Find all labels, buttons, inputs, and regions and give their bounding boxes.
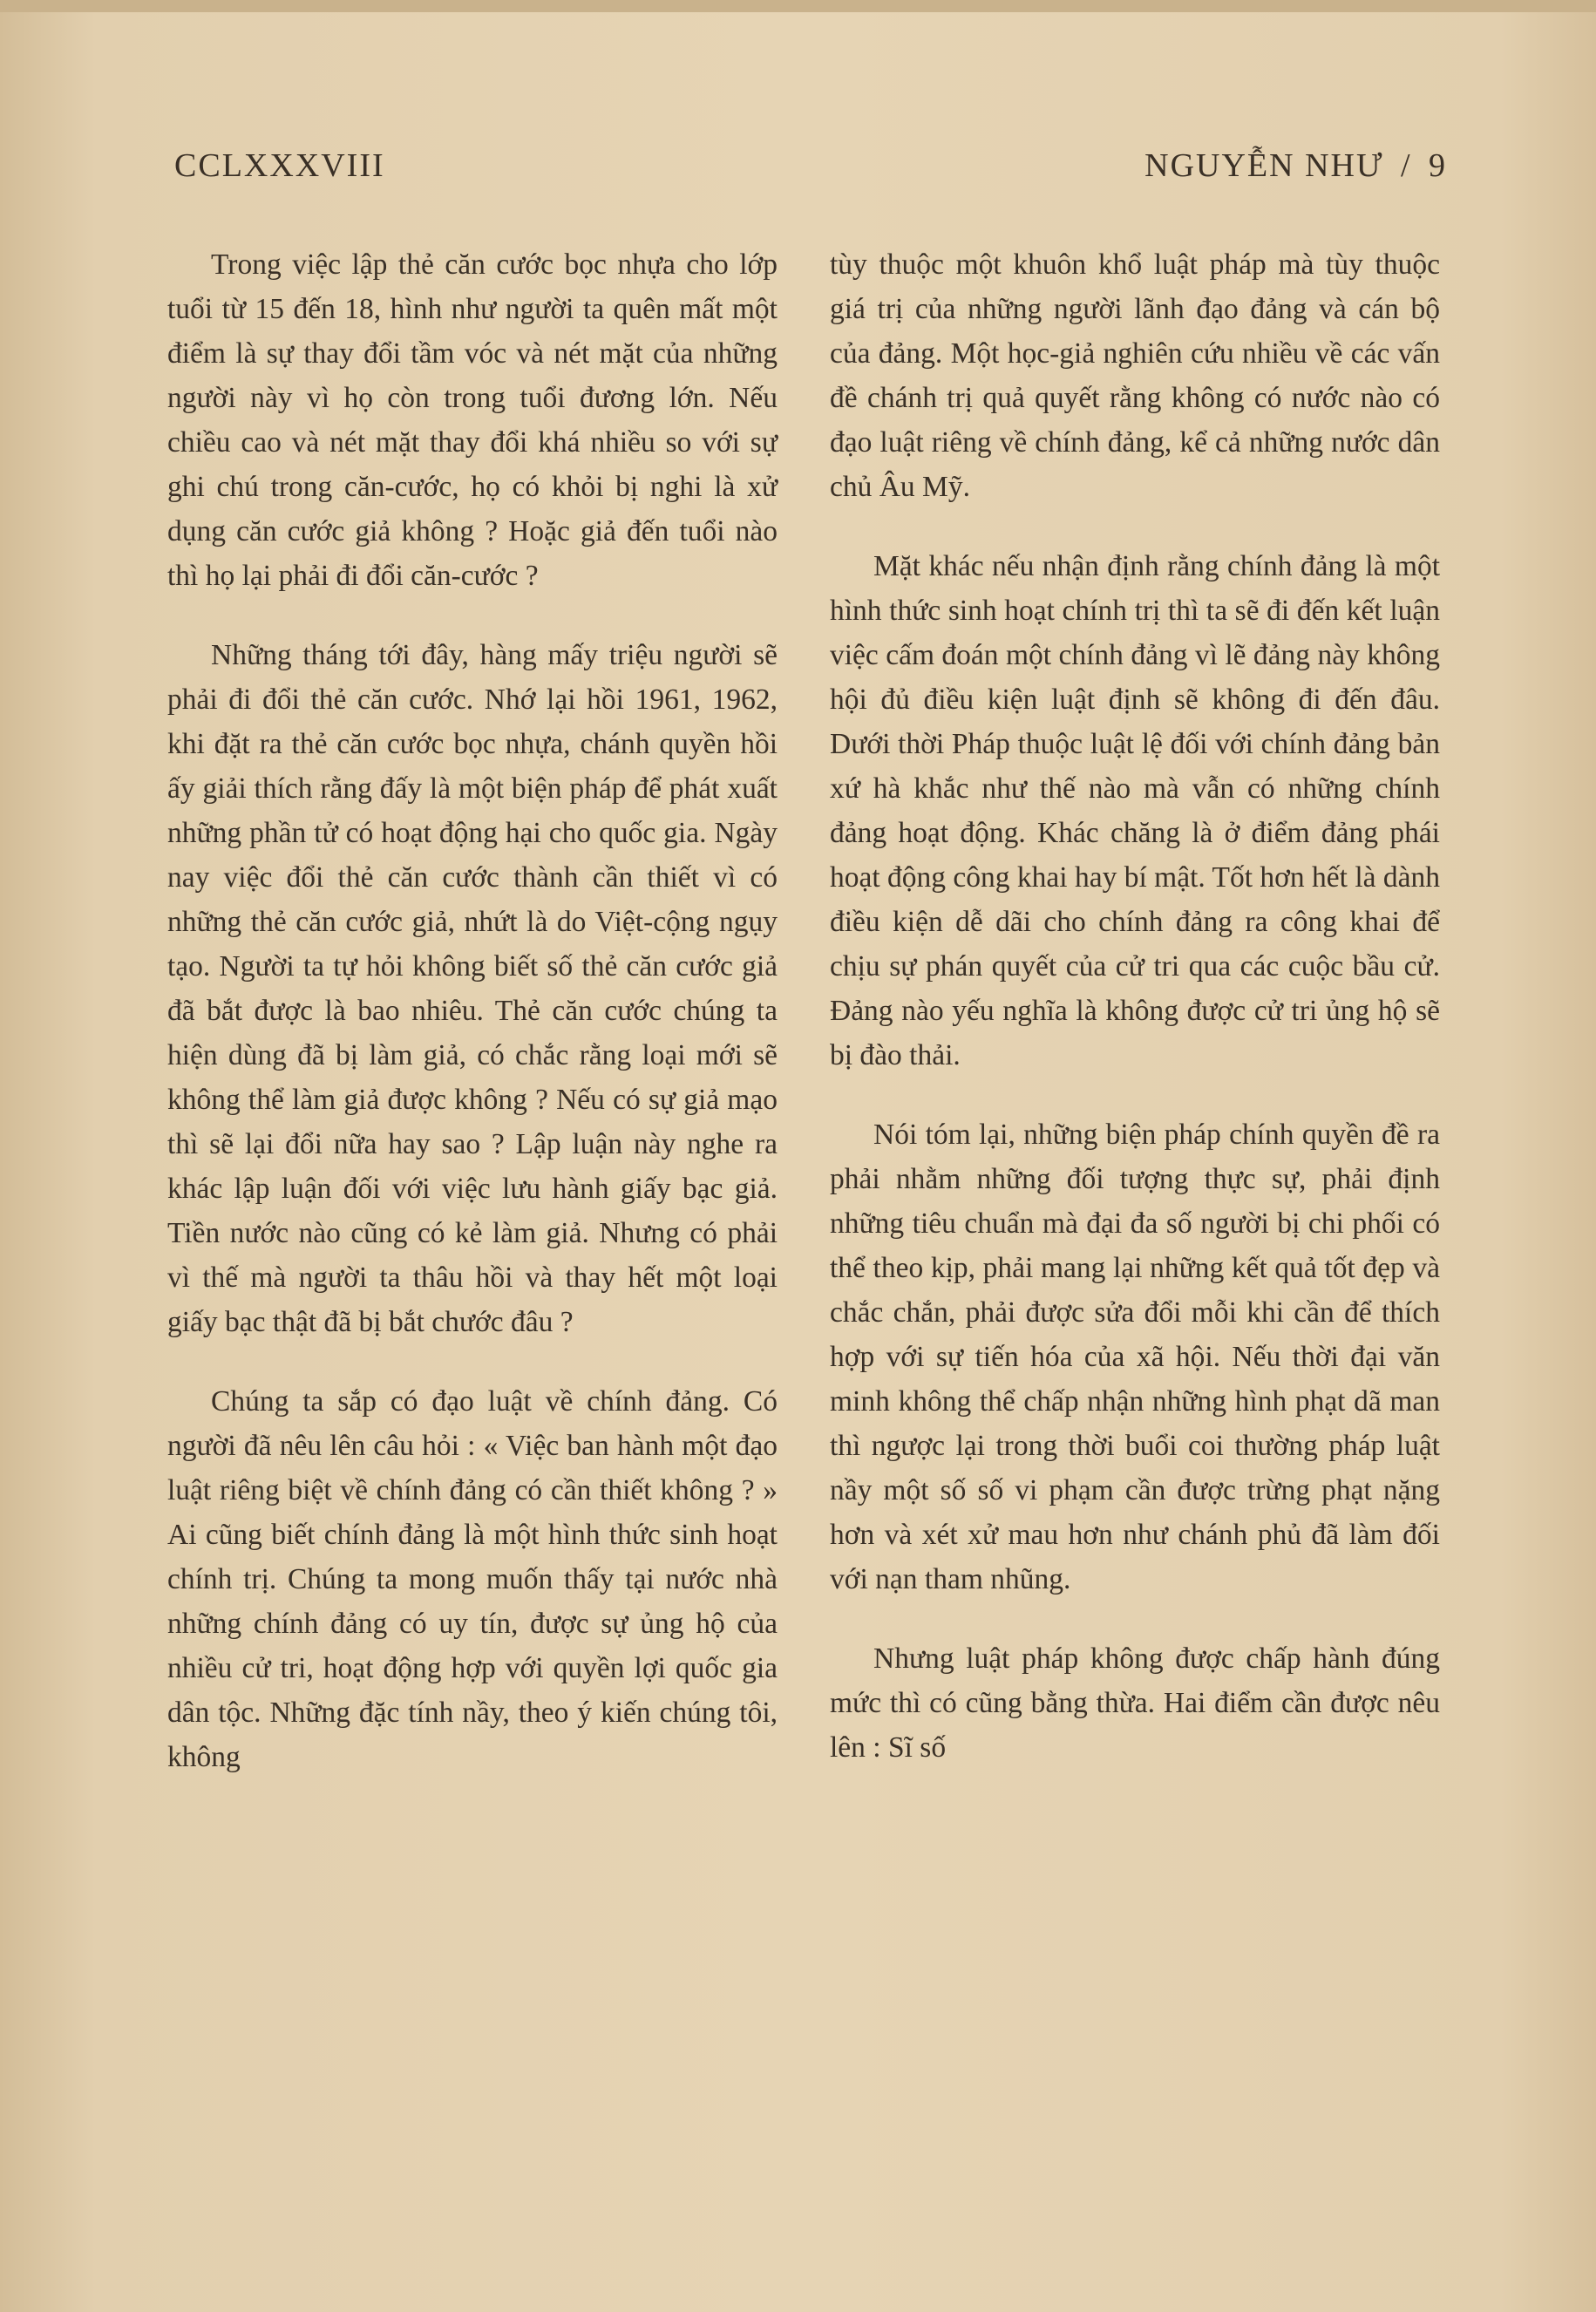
- right-column: [830, 242, 1440, 1805]
- page-header: [174, 146, 1447, 199]
- paragraph: Những tháng tới đây, hàng mấy triệu người sẽ phải đi đổi thẻ căn cước. Nhớ lại hồi 1961, 1962, khi đặt ra thẻ căn cước bọc nhựa, chánh quyền hồi ấy giải thích rằng đấy là một biện pháp để phát xuất những phần tử có hoạt động hại cho quốc gia. Ngày nay việc đổi thẻ căn cước thành cần thiết vì có những thẻ căn cước giả, nhứt là do Việt-cộng ngụy tạo. Người ta tự hỏi không biết số thẻ căn cước giả đã bắt được là bao nhiêu. Thẻ căn cước chúng ta hiện dùng đã bị làm giả, có chắc rằng loại mới sẽ không thể làm giả được không ? Nếu có sự giả mạo thì sẽ lại đổi nữa hay sao ? Lập luận này nghe ra khác lập luận đối với việc lưu hành giấy bạc giả. Tiền nước nào cũng có kẻ làm giả. Nhưng có phải vì thế mà người ta thâu hồi và thay hết một loại giấy bạc thật đã bị bắt chước đâu ?: [167, 639, 778, 1338]
- page-top-edge: [0, 0, 1596, 12]
- paragraph-continued: tùy thuộc một khuôn khổ luật pháp mà tùy thuộc giá trị của những người lãnh đạo đảng và cán bộ của đảng. Một học-giả nghiên cứu nhiều về các vấn đề chánh trị quả quyết rằng không có nước nào có đạo luật riêng về chính đảng, kể cả những nước dân chủ Âu Mỹ.: [830, 248, 1440, 503]
- running-head: [1138, 146, 1447, 185]
- author-name: NGUYỄN NHƯ: [1144, 147, 1384, 184]
- left-column: [167, 242, 778, 1814]
- paragraph: Nói tóm lại, những biện pháp chính quyền đề ra phải nhằm những đối tượng thực sự, phải định những tiêu chuẩn mà đại đa số người bị chi phối có thể theo kịp, phải mang lại những kết quả tốt đẹp và chắc chắn, phải được sửa đổi mỗi khi cần để thích hợp với sự tiến hóa của xã hội. Nếu thời đại văn minh không thể chấp nhận những hình phạt dã man thì ngược lại trong thời buổi coi thường pháp luật nầy một số số vi phạm cần được trừng phạt nặng hơn và xét xử mau hơn như chánh phủ đã làm đối với nạn tham nhũng.: [830, 1119, 1440, 1595]
- header-separator: /: [1400, 147, 1412, 184]
- page-number: 9: [1429, 147, 1447, 184]
- paragraph: Chúng ta sắp có đạo luật về chính đảng. Có người đã nêu lên câu hỏi : « Việc ban hành một đạo luật riêng biệt về chính đảng có cần thiết không ? » Ai cũng biết chính đảng là một hình thức sinh hoạt chính trị. Chúng ta mong muốn thấy tại nước nhà những chính đảng có uy tín, được sự ủng hộ của nhiều cử tri, hoạt động hợp với quyền lợi quốc gia dân tộc. Những đặc tính nầy, theo ý kiến chúng tôi, không: [167, 1385, 778, 1773]
- paragraph: Nhưng luật pháp không được chấp hành đúng mức thì có cũng bằng thừa. Hai điểm cần được nêu lên : Sĩ số: [830, 1642, 1440, 1764]
- issue-number: CCLXXXVIII: [174, 147, 385, 184]
- paragraph: Mặt khác nếu nhận định rằng chính đảng là một hình thức sinh hoạt chính trị thì ta sẽ đi đến kết luận việc cấm đoán một chính đảng vì lẽ đảng này không hội đủ điều kiện luật định sẽ không đi đến đâu. Dưới thời Pháp thuộc luật lệ đối với chính đảng bản xứ hà khắc như thế nào mà vẫn có những chính đảng hoạt động. Khác chăng là ở điểm đảng phái hoạt động công khai hay bí mật. Tốt hơn hết là dành điều kiện dễ dãi cho chính đảng ra công khai để chịu sự phán quyết của cử tri qua các cuộc bầu cử. Đảng nào yếu nghĩa là không được cử tri ủng hộ sẽ bị đào thải.: [830, 550, 1440, 1071]
- paragraph: Trong việc lập thẻ căn cước bọc nhựa cho lớp tuổi từ 15 đến 18, hình như người ta quên mất một điểm là sự thay đổi tầm vóc và nét mặt của những người này vì họ còn trong tuổi đương lớn. Nếu chiều cao và nét mặt thay đổi khá nhiều so với sự ghi chú trong căn-cước, họ có khỏi bị nghi là xử dụng căn cước giả không ? Hoặc giả đến tuổi nào thì họ lại phải đi đổi căn-cước ?: [167, 248, 778, 592]
